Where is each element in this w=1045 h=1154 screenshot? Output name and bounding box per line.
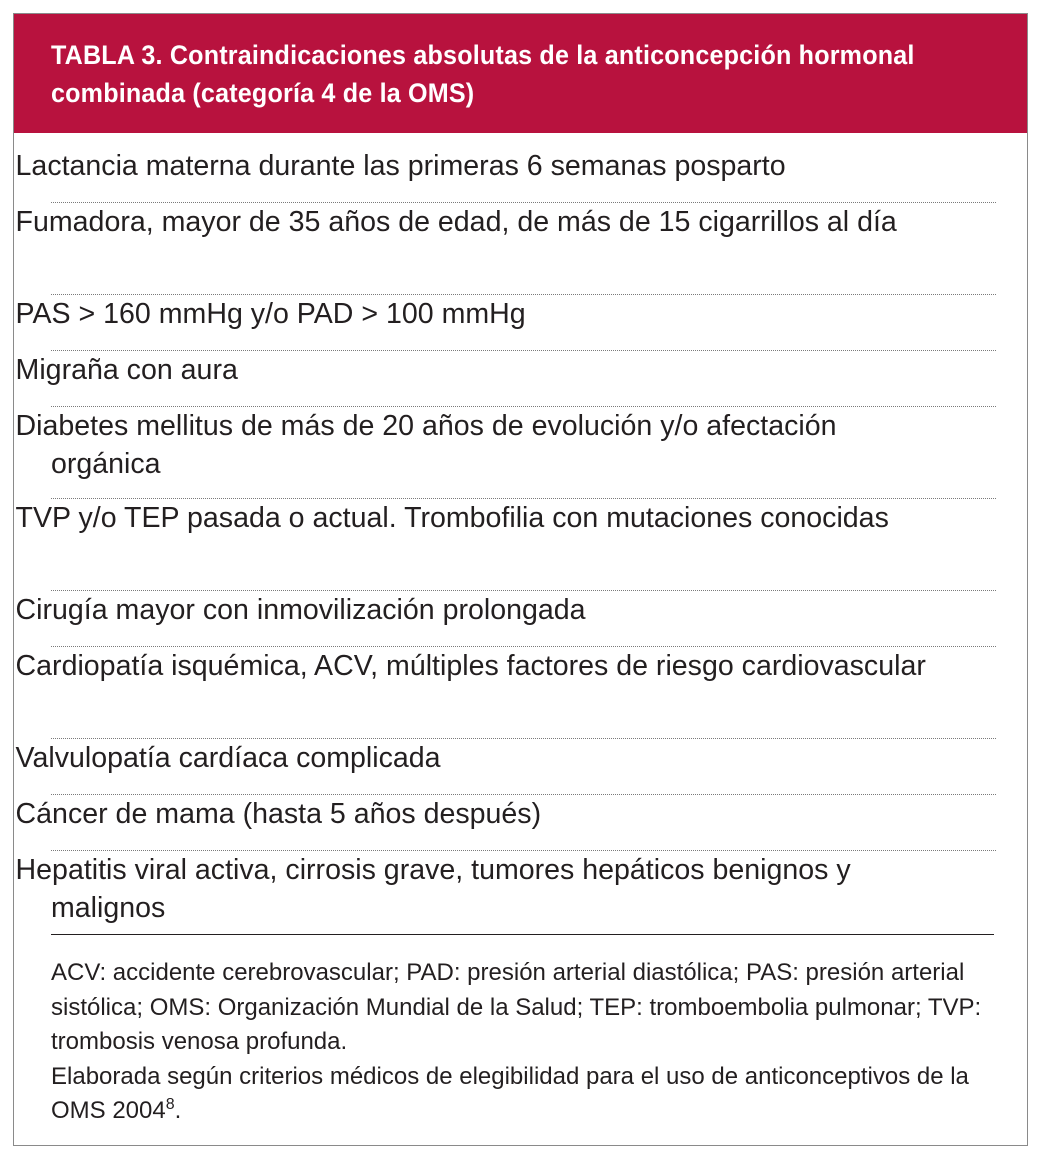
table-footnote	[51, 956, 1001, 1129]
row-text: TVP y/o TEP pasada o actual. Trombofilia con mutaciones conocidas	[15, 502, 889, 534]
table-row	[15, 351, 996, 407]
row-text: Migraña con aura	[15, 354, 238, 386]
table-header	[14, 14, 1027, 133]
footnote-abbreviations: ACV: accidente cerebrovascular; PAD: presión arterial diastólica; PAS: presión arterial sistólica; OMS: Organización Mundial de la Salud; TEP: tromboembolia pulmonar; TVP: trombosis venosa profunda.	[51, 959, 982, 1055]
table-title: TABLA 3. Contraindicaciones absolutas de la anticoncepción hormonal combinada (categoría 4 de la OMS)	[51, 40, 915, 108]
table-row	[15, 851, 996, 943]
footnote-divider	[51, 934, 994, 935]
footnote-source	[51, 1060, 1001, 1129]
table-row	[15, 203, 996, 295]
table-row	[15, 407, 996, 499]
row-text: PAS > 160 mmHg y/o PAD > 100 mmHg	[15, 298, 526, 330]
table-row	[15, 591, 996, 647]
contraindications-list	[15, 147, 996, 943]
row-text: Valvulopatía cardíaca complicada	[15, 742, 441, 774]
row-text: Cáncer de mama (hasta 5 años después)	[15, 798, 542, 830]
table-row	[15, 499, 996, 591]
row-text: Cardiopatía isquémica, ACV, múltiples factores de riesgo cardiovascular	[15, 650, 926, 682]
row-text: Cirugía mayor con inmovilización prolongada	[15, 594, 586, 626]
table-box	[13, 13, 1028, 1146]
table-row	[15, 795, 996, 851]
table-row	[15, 739, 996, 795]
row-text: Fumadora, mayor de 35 años de edad, de más de 15 cigarrillos al día	[15, 206, 897, 238]
row-text: Lactancia materna durante las primeras 6 semanas posparto	[15, 150, 786, 182]
footnote-reference: 8	[165, 1096, 175, 1113]
table-row	[15, 647, 996, 739]
row-text: Hepatitis viral activa, cirrosis grave, tumores hepáticos benignos y malignos	[15, 854, 851, 924]
table-row	[15, 295, 996, 351]
row-text: Diabetes mellitus de más de 20 años de evolución y/o afectación orgánica	[15, 410, 837, 480]
footnote-source-text: Elaborada según criterios médicos de elegibilidad para el uso de anticonceptivos de la OMS 2004	[51, 1062, 969, 1124]
footnote-source-end: .	[174, 1097, 182, 1124]
table-row	[15, 147, 996, 203]
